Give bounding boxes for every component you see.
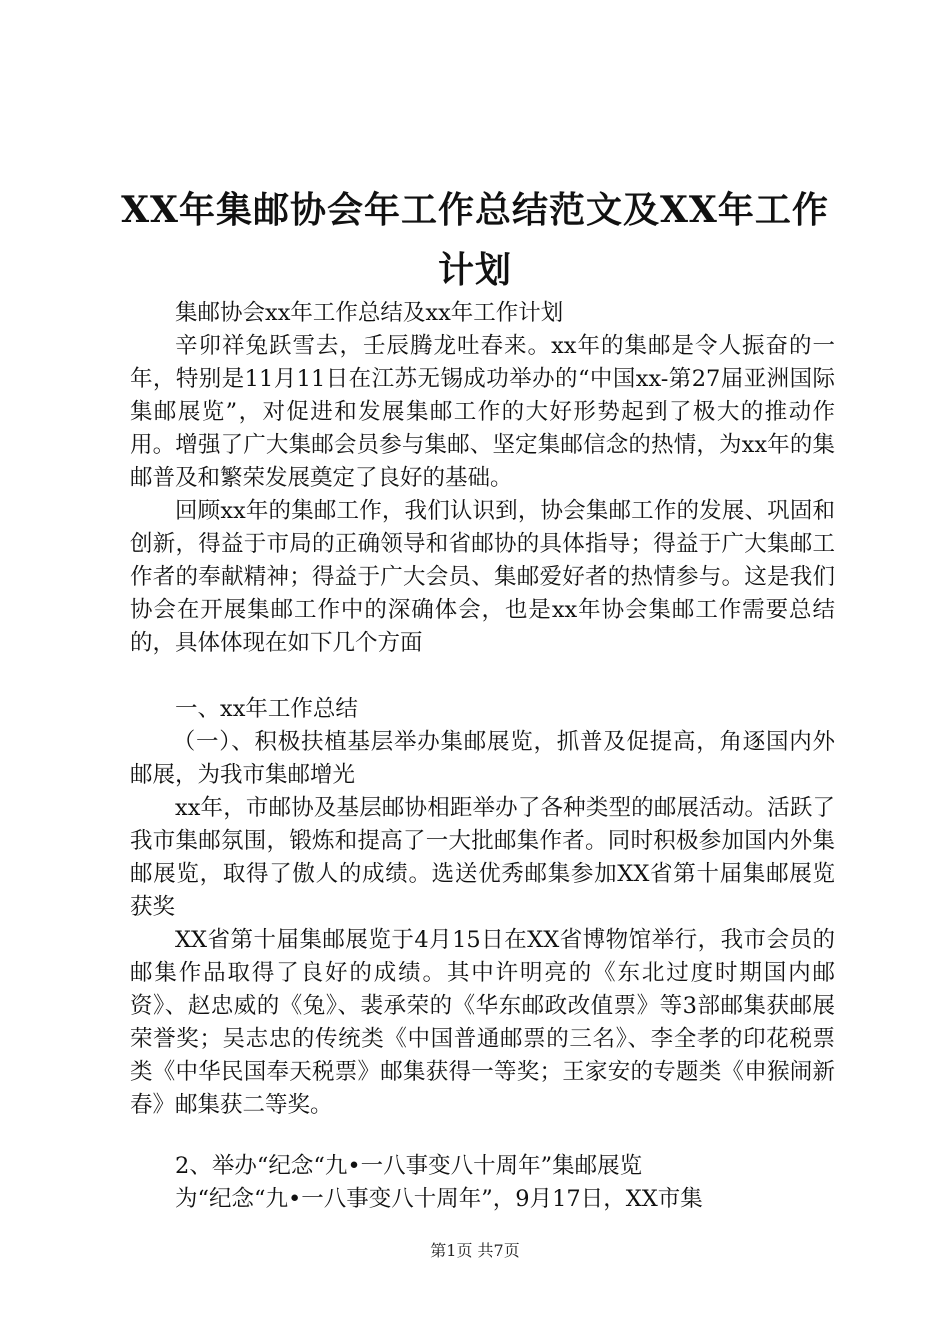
document-title: XX年集邮协会年工作总结范文及XX年工作计划 [121, 189, 829, 291]
paragraph: 回顾xx年的集邮工作，我们认识到，协会集邮工作的发展、巩固和创新，得益于市局的正确领导和省邮协的具体指导；得益于广大集邮工作者的奉献精神；得益于广大会员、集邮爱好者的热情参与。这是我们协会在开展集邮工作中的深确体会，也是xx年协会集邮工作需要总结的，具体体现在如下几个方面 [130, 498, 835, 656]
paragraph: XX省第十届集邮展览于4月15日在XX省博物馆举行，我市会员的邮集作品取得了良好的成绩。其中许明亮的《东北过度时期国内邮资》、赵忠威的《兔》、裴承荣的《华东邮政改值票》等3部邮集获邮展荣誉奖；吴志忠的传统类《中国普通邮票的三名》、李全孝的印花税票类《中华民国奉天税票》邮集获得一等奖；王家安的专题类《申猴闹新春》邮集获二等奖。 [130, 927, 835, 1118]
page-footer: 第1页 共7页 [430, 1241, 520, 1260]
paragraph: 辛卯祥兔跃雪去，壬辰腾龙吐春来。xx年的集邮是令人振奋的一年，特别是11月11日在江苏无锡成功举办的“中国xx-第27届亚洲国际集邮展览”，对促进和发展集邮工作的大好形势起到了极大的推动作用。增强了广大集邮会员参与集邮、坚定集邮信念的热情，为xx年的集邮普及和繁荣发展奠定了良好的基础。 [130, 333, 835, 491]
subsection-heading: （一）、积极扶植基层举办集邮展览，抓普及促提高，角逐国内外邮展，为我市集邮增光 [130, 729, 835, 788]
section-heading: 一、xx年工作总结 [175, 696, 358, 722]
paragraph: 为“纪念“九•一八事变八十周年”，9月17日，XX市集 [175, 1186, 703, 1212]
paragraph-subtitle: 集邮协会xx年工作总结及xx年工作计划 [175, 300, 564, 326]
document-body [130, 297, 835, 1216]
subsection-heading: 2、举办“纪念“九•一八事变八十周年”集邮展览 [175, 1153, 643, 1179]
paragraph: xx年，市邮协及基层邮协相距举办了各种类型的邮展活动。活跃了我市集邮氛围，锻炼和提高了一大批邮集作者。同时积极参加国内外集邮展览，取得了傲人的成绩。选送优秀邮集参加XX省第十届集邮展览获奖 [130, 795, 835, 920]
